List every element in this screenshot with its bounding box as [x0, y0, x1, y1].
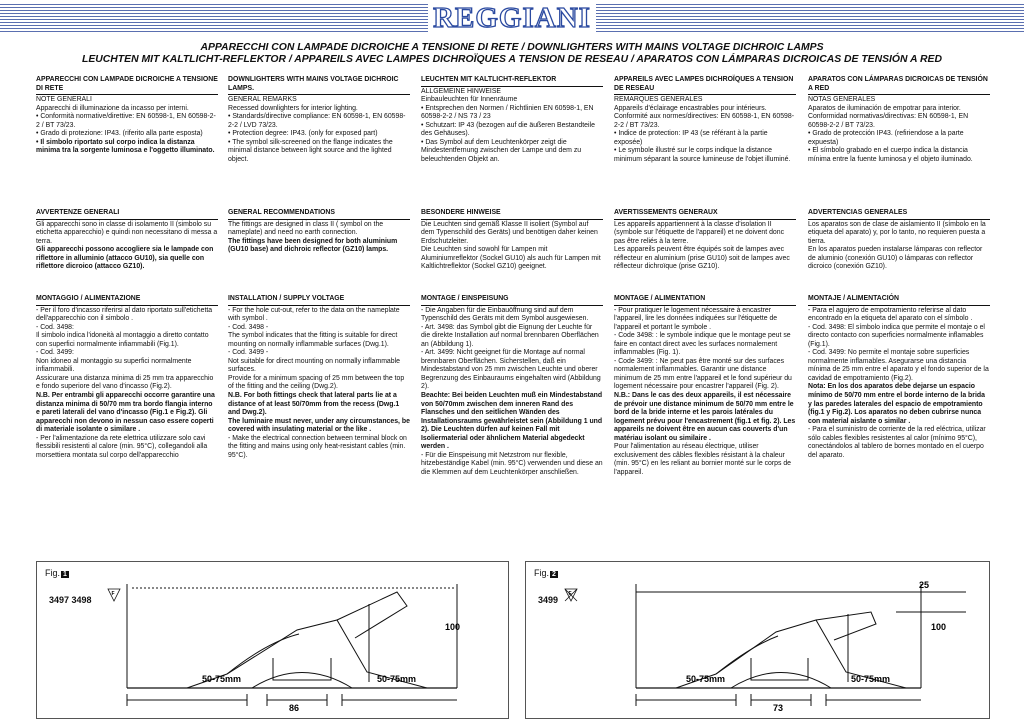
text-line: REMARQUES GENERALES: [614, 96, 703, 104]
text-line: - Pour pratiquer le logement nécessaire à encastrer l'appareil, lire les données indiquées sur l'étiquette de l'appareil et portant le symbole .: [614, 306, 778, 331]
figure-codes: 3499: [538, 595, 559, 605]
text-line: • Schutzart: IP 43 (bezogen auf die äußeren Bestandteile des Gehäuses).: [421, 121, 595, 138]
section-title: APPARECCHI CON LAMPADE DICROICHE A TENSIONE DI RETE: [36, 76, 218, 95]
section: [36, 76, 218, 156]
figure-2-drawing: [526, 562, 989, 718]
section-title: GENERAL RECOMMENDATIONS: [228, 209, 410, 220]
text-line: - Cod. 3499:: [36, 349, 74, 357]
dimension-top: 25: [919, 580, 930, 590]
text-line: Gli apparecchi sono in classe di isolamento II (simbolo su etichetta apparecchio) e quindi non necessitano di messa a terra.: [36, 220, 218, 245]
text-line: Aparatos de iluminación de empotrar para interior.: [808, 104, 961, 112]
section: [614, 76, 796, 164]
text-line: - Cod. 3498 -: [228, 323, 269, 331]
section: [614, 295, 796, 477]
dimension-height: 100: [931, 622, 947, 632]
text-line: - Para el agujero de empotramiento referirse al dato encontrado en la etiqueta del aparato con el símbolo .: [808, 306, 973, 323]
dimension-height: 100: [445, 622, 461, 632]
section-title: APARATOS CON LÁMPARAS DICROICAS DE TENSIÓN A RED: [808, 76, 990, 95]
section-title: AVVERTENZE GENERALI: [36, 209, 218, 220]
section: [228, 295, 410, 460]
text-line: - Art. 3499: Nicht geeignet für die Montage auf normal brennbaren Oberflächen. Sicherstellen, daß ein Mindestabstand von 25 mm zwischen Leuchte und oberer Begrenzung des Einbauraums eingehalten wird (Abbildung 2).: [421, 349, 601, 391]
text-line: The luminaire must never, under any circumstances, be covered with insulating material or the like .: [228, 417, 410, 434]
text-line: The fittings have been designed for both aluminium (GU10 base) and dichroic reflector (GZ10) lamps.: [228, 237, 398, 254]
text-line: • Conformità normative/direttive: EN 60598-1, EN 60598-2-2 / BT 73/23.: [36, 113, 216, 129]
section-title: AVERTISSEMENTS GENERAUX: [614, 209, 796, 220]
text-line: Assicurare una distanza minima di 25 mm tra apparecchio e fondo superiore del vano d'incasso (Fig.2).: [36, 374, 214, 391]
figure-label: Fig. 1: [45, 568, 67, 578]
section: [36, 209, 218, 272]
text-line: - Cod. 3498: El símbolo indica que permite el montaje o el directo contacto con superficies normalmente inflamables (Fig.1).: [808, 323, 985, 348]
section: [614, 209, 796, 272]
text-line: GENERAL REMARKS: [228, 96, 297, 104]
text-line: Non idoneo al montaggio su superfici normalmente infiammabili.: [36, 357, 192, 374]
dimension-right: 50-75mm: [851, 674, 891, 684]
text-line: ALLGEMEINE HINWEISE: [421, 87, 502, 95]
text-line: Nota: En los dos aparatos debe dejarse un espacio mínimo de 50/70 mm entre el borde interno de la brida y las paredes laterales del espacio de empotramiento (fig.1 y Fig.2). Los aparatos no deben cubrirse nunca con material aislante o similar .: [808, 383, 985, 425]
section-title: DOWNLIGHTERS WITH MAINS VOLTAGE DICHROIC LAMPS.: [228, 76, 410, 95]
section-title: MONTAGE / ALIMENTATION: [614, 295, 796, 306]
text-line: NOTE GENERALI: [36, 96, 92, 104]
text-line: - Für die Einspeisung mit Netzstrom nur flexible, hitzebeständige Kabel (min. 95°C) verwenden und diese an die Klemmen auf dem Leuchtenkörper anschließen.: [421, 451, 603, 476]
text-line: The fittings are designed in class II ( symbol on the nameplate) and need no earth connection.: [228, 220, 384, 237]
text-line: En los aparatos pueden instalarse lámparas con reflector de aluminio (conexión GU10) o lámparas con reflector dicroico (conexión GZ10).: [808, 246, 983, 271]
text-line: • El símbolo grabado en el cuerpo indica la distancia mínima entre la fuente luminosa y el objeto iluminado.: [808, 147, 973, 163]
text-line: - Code 3499: : Ne peut pas être monté sur des surfaces normalement inflammables. Garantir une distance minimum de 25 mm entre l'appareil et le fond supérieur du logement nécessaire pour encastrer l'appareil (Fig. 2).: [614, 357, 792, 391]
text-line: • Le symbole illustré sur le corps indique la distance minimum séparant la source lumineuse de l'objet illuminé.: [614, 147, 791, 163]
dimension-mid: 73: [773, 703, 784, 713]
text-line: • Indice de protection: IP 43 (se référant à la partie exposée): [614, 130, 768, 146]
text-line: Die Leuchten sind sowohl für Lampen mit Aluminiumreflektor (Sockel GU10) als auch für Lampen mit Kaltlichtreflektor (Sockel GZ10) geeignet.: [421, 246, 601, 271]
text-line: - Cod. 3499: No permite el montaje sobre superficies normalmente inflamables. Asegurarse una distancia mínima de 25 mm entre el aparato y el fondo superior de la cavidad de empotramiento (Fig.2).: [808, 349, 989, 382]
brand-logo: [428, 2, 596, 34]
dimension-right: 50-75mm: [377, 674, 417, 684]
section: [808, 209, 990, 272]
text-line: • Protection degree: IP43. (only for exposed part): [228, 130, 378, 138]
text-line: - Die Angaben für die Einbauöffnung sind auf dem Typenschild des Geräts mit dem Symbol ausgewiesen.: [421, 306, 589, 323]
section: [228, 209, 410, 255]
svg-text:F: F: [111, 591, 115, 597]
brand-name: REGGIANI: [433, 2, 591, 34]
text-line: NOTAS GENERALES: [808, 96, 876, 104]
section-title: MONTAJE / ALIMENTACIÓN: [808, 295, 990, 306]
text-line: Einbauleuchten für Innenräume: [421, 96, 518, 104]
headline-2: LEUCHTEN MIT KALTLICHT-REFLEKTOR / APPAREILS AVEC LAMPES DICHROÏQUES A TENSION DE RESEAU / APARATOS CON LÁMPARAS DICROICAS DE TENSIÓN A RED: [82, 54, 942, 65]
section-title: MONTAGGIO / ALIMENTAZIONE: [36, 295, 218, 306]
section-title: LEUCHTEN MIT KALTLICHT-REFLEKTOR: [421, 76, 603, 87]
headline-1: APPARECCHI CON LAMPADE DICROICHE A TENSIONE DI RETE / DOWNLIGHTERS WITH MAINS VOLTAGE DICHROIC LAMPS: [200, 42, 824, 53]
text-line: Los aparatos son de clase de aislamiento II (símbolo en la etiqueta del aparato) y, por lo tanto, no requieren puesta a tierra.: [808, 220, 986, 245]
text-line: Recessed downlighters for interior lighting.: [228, 104, 358, 112]
text-line: • Grado de protección IP43. (refiriendose a la parte expuesta): [808, 130, 964, 146]
section: [808, 295, 990, 460]
text-line: • Entsprechen den Normen / Richtlinien EN 60598-1, EN 60598-2-2 / NS 73 / 23: [421, 104, 594, 121]
text-line: - Para el suministro de corriente de la red eléctrica, utilizar sólo cables flexibles resistentes al calor (mínimo 95°C), conectándolos al tablero de bornes montado en el cuerpo del aparato.: [808, 426, 986, 459]
text-line: Die Leuchten sind gemäß Klasse II isoliert (Symbol auf dem Typenschild des Geräts) und benötigen daher keinen Erdschutzleiter.: [421, 220, 598, 245]
section: [421, 209, 603, 272]
text-line: Conformidad normativas/directivas: EN 60598-1, EN 60598-2-2 / BT 73/23.: [808, 113, 969, 129]
text-line: - Cod. 3499 -: [228, 349, 269, 357]
section: [808, 76, 990, 164]
text-line: Appareils d'éclairage encastrables pour intérieurs.: [614, 104, 767, 112]
text-line: Not suitable for direct mounting on normally inflammable surfaces.: [228, 357, 400, 374]
text-line: Conformité aux normes/directives: EN 60598-1, EN 60598-2-2 / BT 73/23.: [614, 113, 795, 129]
text-line: - Cod. 3498:: [36, 323, 74, 331]
text-line: N.B.: Dans le cas des deux appareils, il est nécessaire de prévoir une distance minimum de 50/70 mm entre le bord de la bride interne et les parois latérales du logement prévu pour l'encastrement (fig.1 et fig. 2). Les appareils ne doivent être en aucun cas couverts d'un matériau isolant ou similaire .: [614, 392, 796, 442]
figure-1: [36, 561, 509, 719]
text-line: The symbol indicates that the fitting is suitable for direct mounting on normally inflammable surfaces (Dwg.1).: [228, 332, 398, 348]
dimension-left: 50-75mm: [686, 674, 726, 684]
text-line: Pour l'alimentation au réseau électrique, utiliser exclusivement des câbles flexibles résistant à la chaleur (min. 95°C) en les reliant au bornier monté sur le corps de l'appareil.: [614, 443, 792, 476]
text-line: • Standards/directive compliance: EN 60598-1, EN 60598-2-2 / LVD 73/23.: [228, 113, 406, 129]
text-line: - Art. 3498: das Symbol gibt die Eignung der Leuchte für die direkte Installation auf normal brennbaren Oberflächen an (Abbildung 1).: [421, 323, 599, 348]
text-line: - Per il foro d'incasso riferirsi al dato riportato sull'etichetta dell'apparecchio con il simbolo .: [36, 306, 213, 323]
section-title: BESONDERE HINWEISE: [421, 209, 603, 220]
text-line: Gli apparecchi possono accogliere sia le lampade con riflettore in alluminio (attacco GU10), sia quelle con riflettore dicroico (attacco GZ10).: [36, 246, 214, 271]
text-line: • Das Symbol auf dem Leuchtenkörper zeigt die Mindestentfernung zwischen der Lampe und dem zu beleuchtenden Objekt an.: [421, 138, 582, 163]
text-line: Apparecchi di illuminazione da incasso per interni.: [36, 104, 189, 112]
text-line: • Il simbolo riportato sul corpo indica la distanza minima tra la sorgente luminosa e l'oggetto illuminato.: [36, 138, 215, 155]
figure-codes: 3497 3498: [49, 595, 92, 605]
section: [421, 76, 603, 164]
text-line: Provide for a minimum spacing of 25 mm between the top of the fitting and the ceiling (Dwg.2).: [228, 374, 405, 391]
section: [228, 76, 410, 164]
text-line: - Per l'alimentazione da rete elettrica utilizzare solo cavi flessibili resistenti al calore (min. 95°C), collegandoli alla morsettiera montata sul corpo dell'apparecchio: [36, 434, 208, 459]
section-title: MONTAGE / EINSPEISUNG: [421, 295, 603, 306]
text-line: - Make the electrical connection between terminal block on the fitting and mains using only heat-resistant cables (min. 95°C).: [228, 434, 407, 459]
text-line: • The symbol silk-screened on the flange indicates the minimal distance between light source and the lighted object.: [228, 138, 393, 163]
text-line: N.B. Per entrambi gli apparecchi occorre garantire una distanza minima di 50/70 mm tra bordo flangia interno e pareti laterali del vano d'incasso (Fig.1 e Fig.2). Gli apparecchi non devono in nessun caso essere coperti di materiale isolante o similare .: [36, 392, 215, 434]
dimension-mid: 86: [289, 703, 300, 713]
section-title: ADVERTENCIAS GENERALES: [808, 209, 990, 220]
text-line: Beachte: Bei beiden Leuchten muß ein Mindestabstand von 50/70mm zwischen dem inneren Rand des Flansches und den seitlichen Wänden des Installationsraums gewährleistet sein (Abbildung 1 und 2). Die Leuchten dürfen auf keinen Fall mit Isoliermaterial oder ähnlichem Material abgedeckt werden .: [421, 392, 603, 451]
text-line: Les appareils peuvent être équipés soit de lampes avec réflecteur en aluminium (prise GU10) soit de lampes avec réflecteur dichroïque (prise GZ10).: [614, 246, 790, 271]
figure-2: [525, 561, 990, 719]
section-title: APPAREILS AVEC LAMPES DICHROÏQUES A TENSION DE RESEAU: [614, 76, 796, 95]
text-line: N.B. For both fittings check that lateral parts lie at a distance of at least 50/70mm from the recess (Dwg.1 and Dwg.2).: [228, 392, 400, 417]
figure-1-drawing: [37, 562, 508, 718]
section-title: INSTALLATION / SUPPLY VOLTAGE: [228, 295, 410, 306]
section: [421, 295, 603, 477]
text-line: • Grado di protezione: IP43. (riferito alla parte esposta): [36, 130, 203, 138]
text-line: - For the hole cut-out, refer to the data on the nameplate with symbol .: [228, 306, 400, 323]
figure-label: Fig. 2: [534, 568, 556, 578]
dimension-left: 50-75mm: [202, 674, 242, 684]
section: [36, 295, 218, 460]
text-line: Les appareils appartiennent à la classe d'isolation II (symbole sur l'étiquette de l'appareil) et ne doivent donc pas être reliés à la terre.: [614, 220, 785, 245]
text-line: Il simbolo indica l'idoneità al montaggio a diretto contatto con superfici normalmente infiammabili (Fig.1).: [36, 332, 209, 348]
text-line: - Code 3498: : le symbole indique que le montage peut se faire en contact direct avec les surfaces normalement inflammables (Fig. 1).: [614, 332, 791, 357]
